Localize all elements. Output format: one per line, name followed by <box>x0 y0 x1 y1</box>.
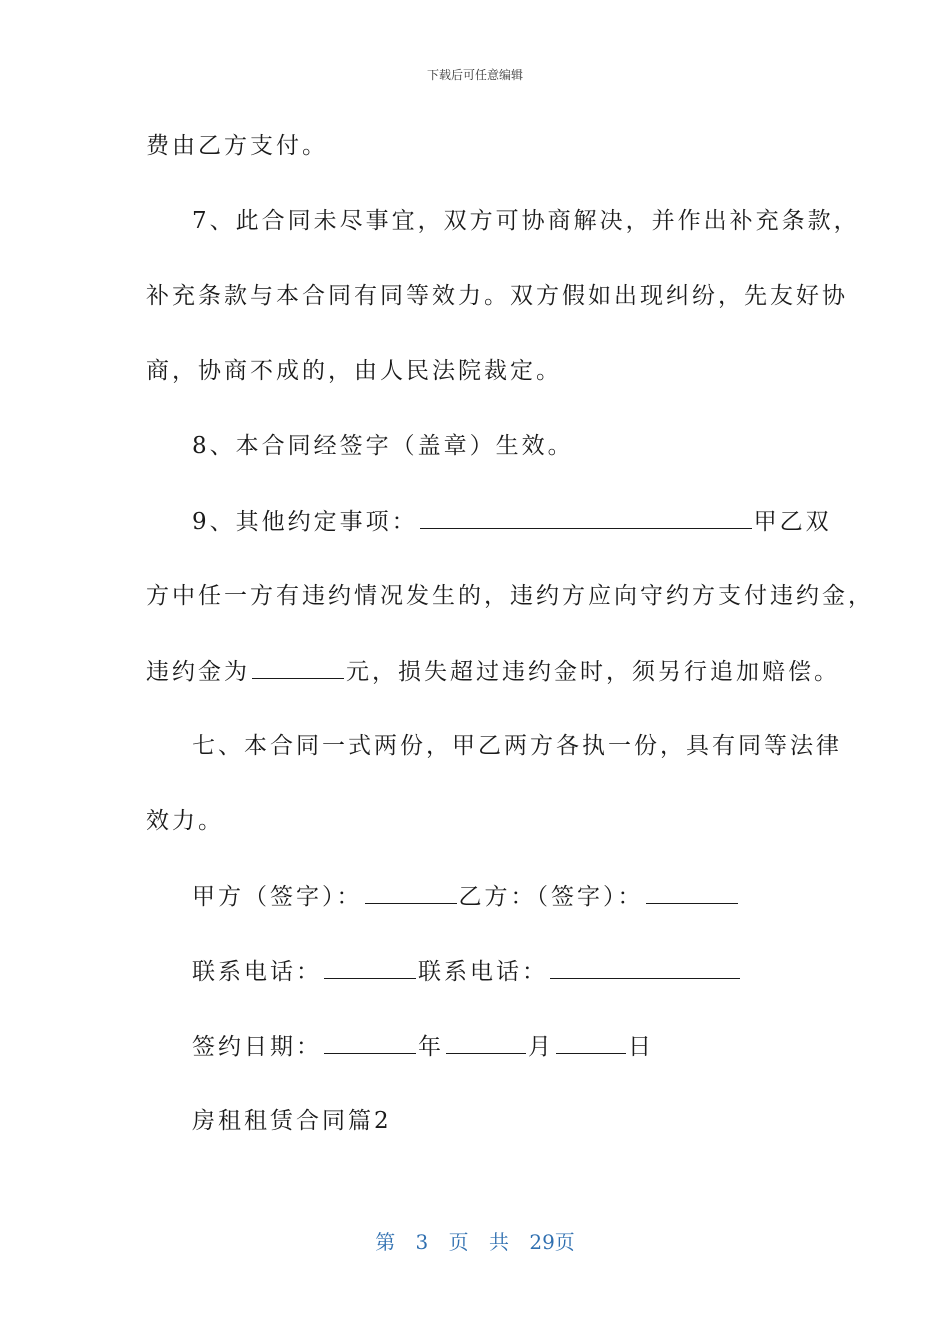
fill-blank <box>556 1031 626 1054</box>
footer-total-label: 共 <box>489 1230 509 1254</box>
clause-text: 甲乙双 <box>753 509 832 535</box>
footer-page-number: 3 <box>415 1230 429 1254</box>
paragraph-line: 商，协商不成的，由人民法院裁定。 <box>146 358 562 384</box>
paragraph-line: 7、此合同未尽事宜，双方可协商解决，并作出补充条款， <box>192 208 860 234</box>
footer-prefix: 第 <box>375 1230 396 1254</box>
fill-blank <box>646 881 738 904</box>
party-a-phone-label: 联系电话： <box>192 959 322 985</box>
date-label: 签约日期： <box>192 1034 322 1060</box>
page-footer <box>0 1226 950 1255</box>
paragraph-line: 七、本合同一式两份，甲乙两方各执一份，具有同等法律 <box>192 733 842 759</box>
paragraph-line: 效力。 <box>146 808 224 834</box>
footer-total-pages: 29页 <box>529 1230 575 1254</box>
date-line <box>192 1031 654 1062</box>
party-b-sign-label: 乙方：（签字）： <box>458 884 644 910</box>
clause-label: 9、其他约定事项： <box>192 509 418 535</box>
fill-blank <box>420 506 752 529</box>
paragraph-line: 方中任一方有违约情况发生的，违约方应向守约方支付违约金， <box>146 583 874 609</box>
paragraph-line <box>146 656 840 687</box>
phone-line <box>192 956 742 987</box>
party-a-sign-label: 甲方（签字）： <box>192 884 363 910</box>
section-title: 房租租赁合同篇2 <box>192 1108 392 1134</box>
paragraph-line: 8、本合同经签字（盖章）生效。 <box>192 433 574 459</box>
page-header: 下载后可任意编辑 <box>426 68 523 82</box>
fill-blank <box>324 1031 416 1054</box>
fill-blank <box>550 956 740 979</box>
paragraph-line: 补充条款与本合同有同等效力。双方假如出现纠纷，先友好协 <box>146 283 848 309</box>
fill-blank <box>446 1031 526 1054</box>
signature-line <box>192 881 740 912</box>
clause-text: 元，损失超过违约金时，须另行追加赔偿。 <box>346 659 840 685</box>
day-label: 日 <box>628 1034 654 1060</box>
footer-page-unit: 页 <box>448 1230 469 1254</box>
clause-label: 违约金为 <box>146 659 250 685</box>
fill-blank <box>324 956 416 979</box>
paragraph-line: 费由乙方支付。 <box>146 133 328 159</box>
fill-blank <box>252 656 344 679</box>
party-b-phone-label: 联系电话： <box>418 959 548 985</box>
paragraph-line <box>192 506 832 537</box>
month-label: 月 <box>528 1034 554 1060</box>
year-label: 年 <box>418 1034 444 1060</box>
fill-blank <box>365 881 457 904</box>
